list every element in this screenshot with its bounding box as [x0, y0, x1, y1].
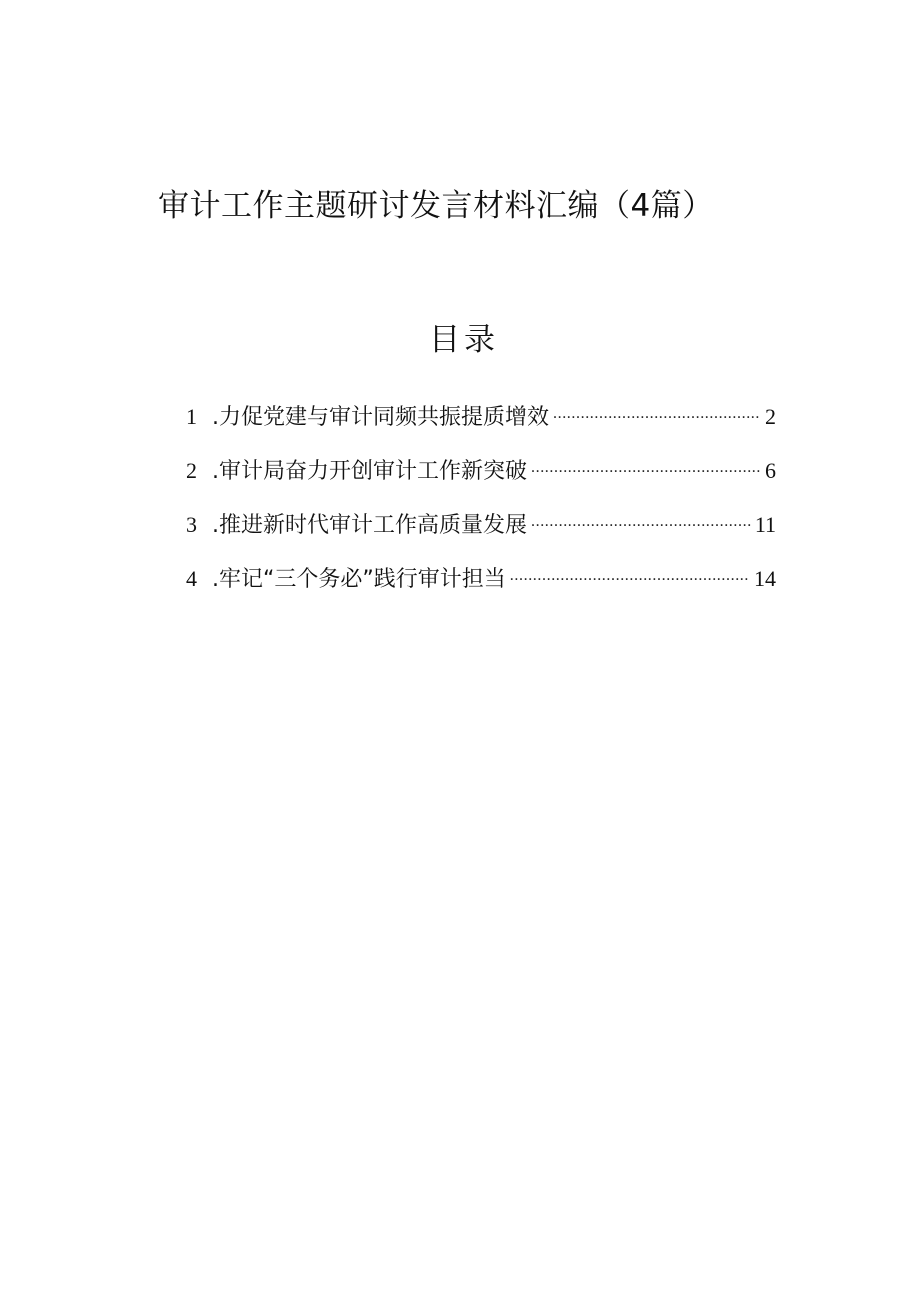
toc-entry-title: .推进新时代审计工作高质量发展 — [212, 513, 527, 538]
document-title: 审计工作主题研讨发言材料汇编（4篇） — [158, 188, 714, 224]
toc-entry-page: 11 — [754, 512, 776, 537]
toc-entry[interactable] — [186, 556, 776, 610]
toc-entry-title: .牢记“三个务必”践行审计担当 — [212, 567, 506, 592]
toc-entry-number: 1 — [186, 404, 197, 429]
toc-entry-title: .审计局奋力开创审计工作新突破 — [212, 459, 527, 484]
toc-dot-leader — [510, 556, 750, 586]
toc-entry-title: .力促党建与审计同频共振提质增效 — [212, 405, 549, 430]
toc-heading: 目录 — [429, 322, 499, 358]
toc-entry-page: 14 — [754, 566, 776, 591]
toc-dot-leader — [531, 502, 751, 532]
toc-entry-number: 3 — [186, 512, 197, 537]
toc-dot-leader — [531, 448, 761, 478]
toc-entry-page: 2 — [765, 404, 776, 429]
toc-entry[interactable] — [186, 502, 776, 556]
toc-entry-page: 6 — [765, 458, 776, 483]
toc-entry-number: 4 — [186, 566, 197, 591]
toc-entry[interactable] — [186, 394, 776, 448]
toc-entry[interactable] — [186, 448, 776, 502]
table-of-contents — [186, 394, 776, 610]
toc-entry-number: 2 — [186, 458, 197, 483]
toc-dot-leader — [553, 394, 761, 424]
